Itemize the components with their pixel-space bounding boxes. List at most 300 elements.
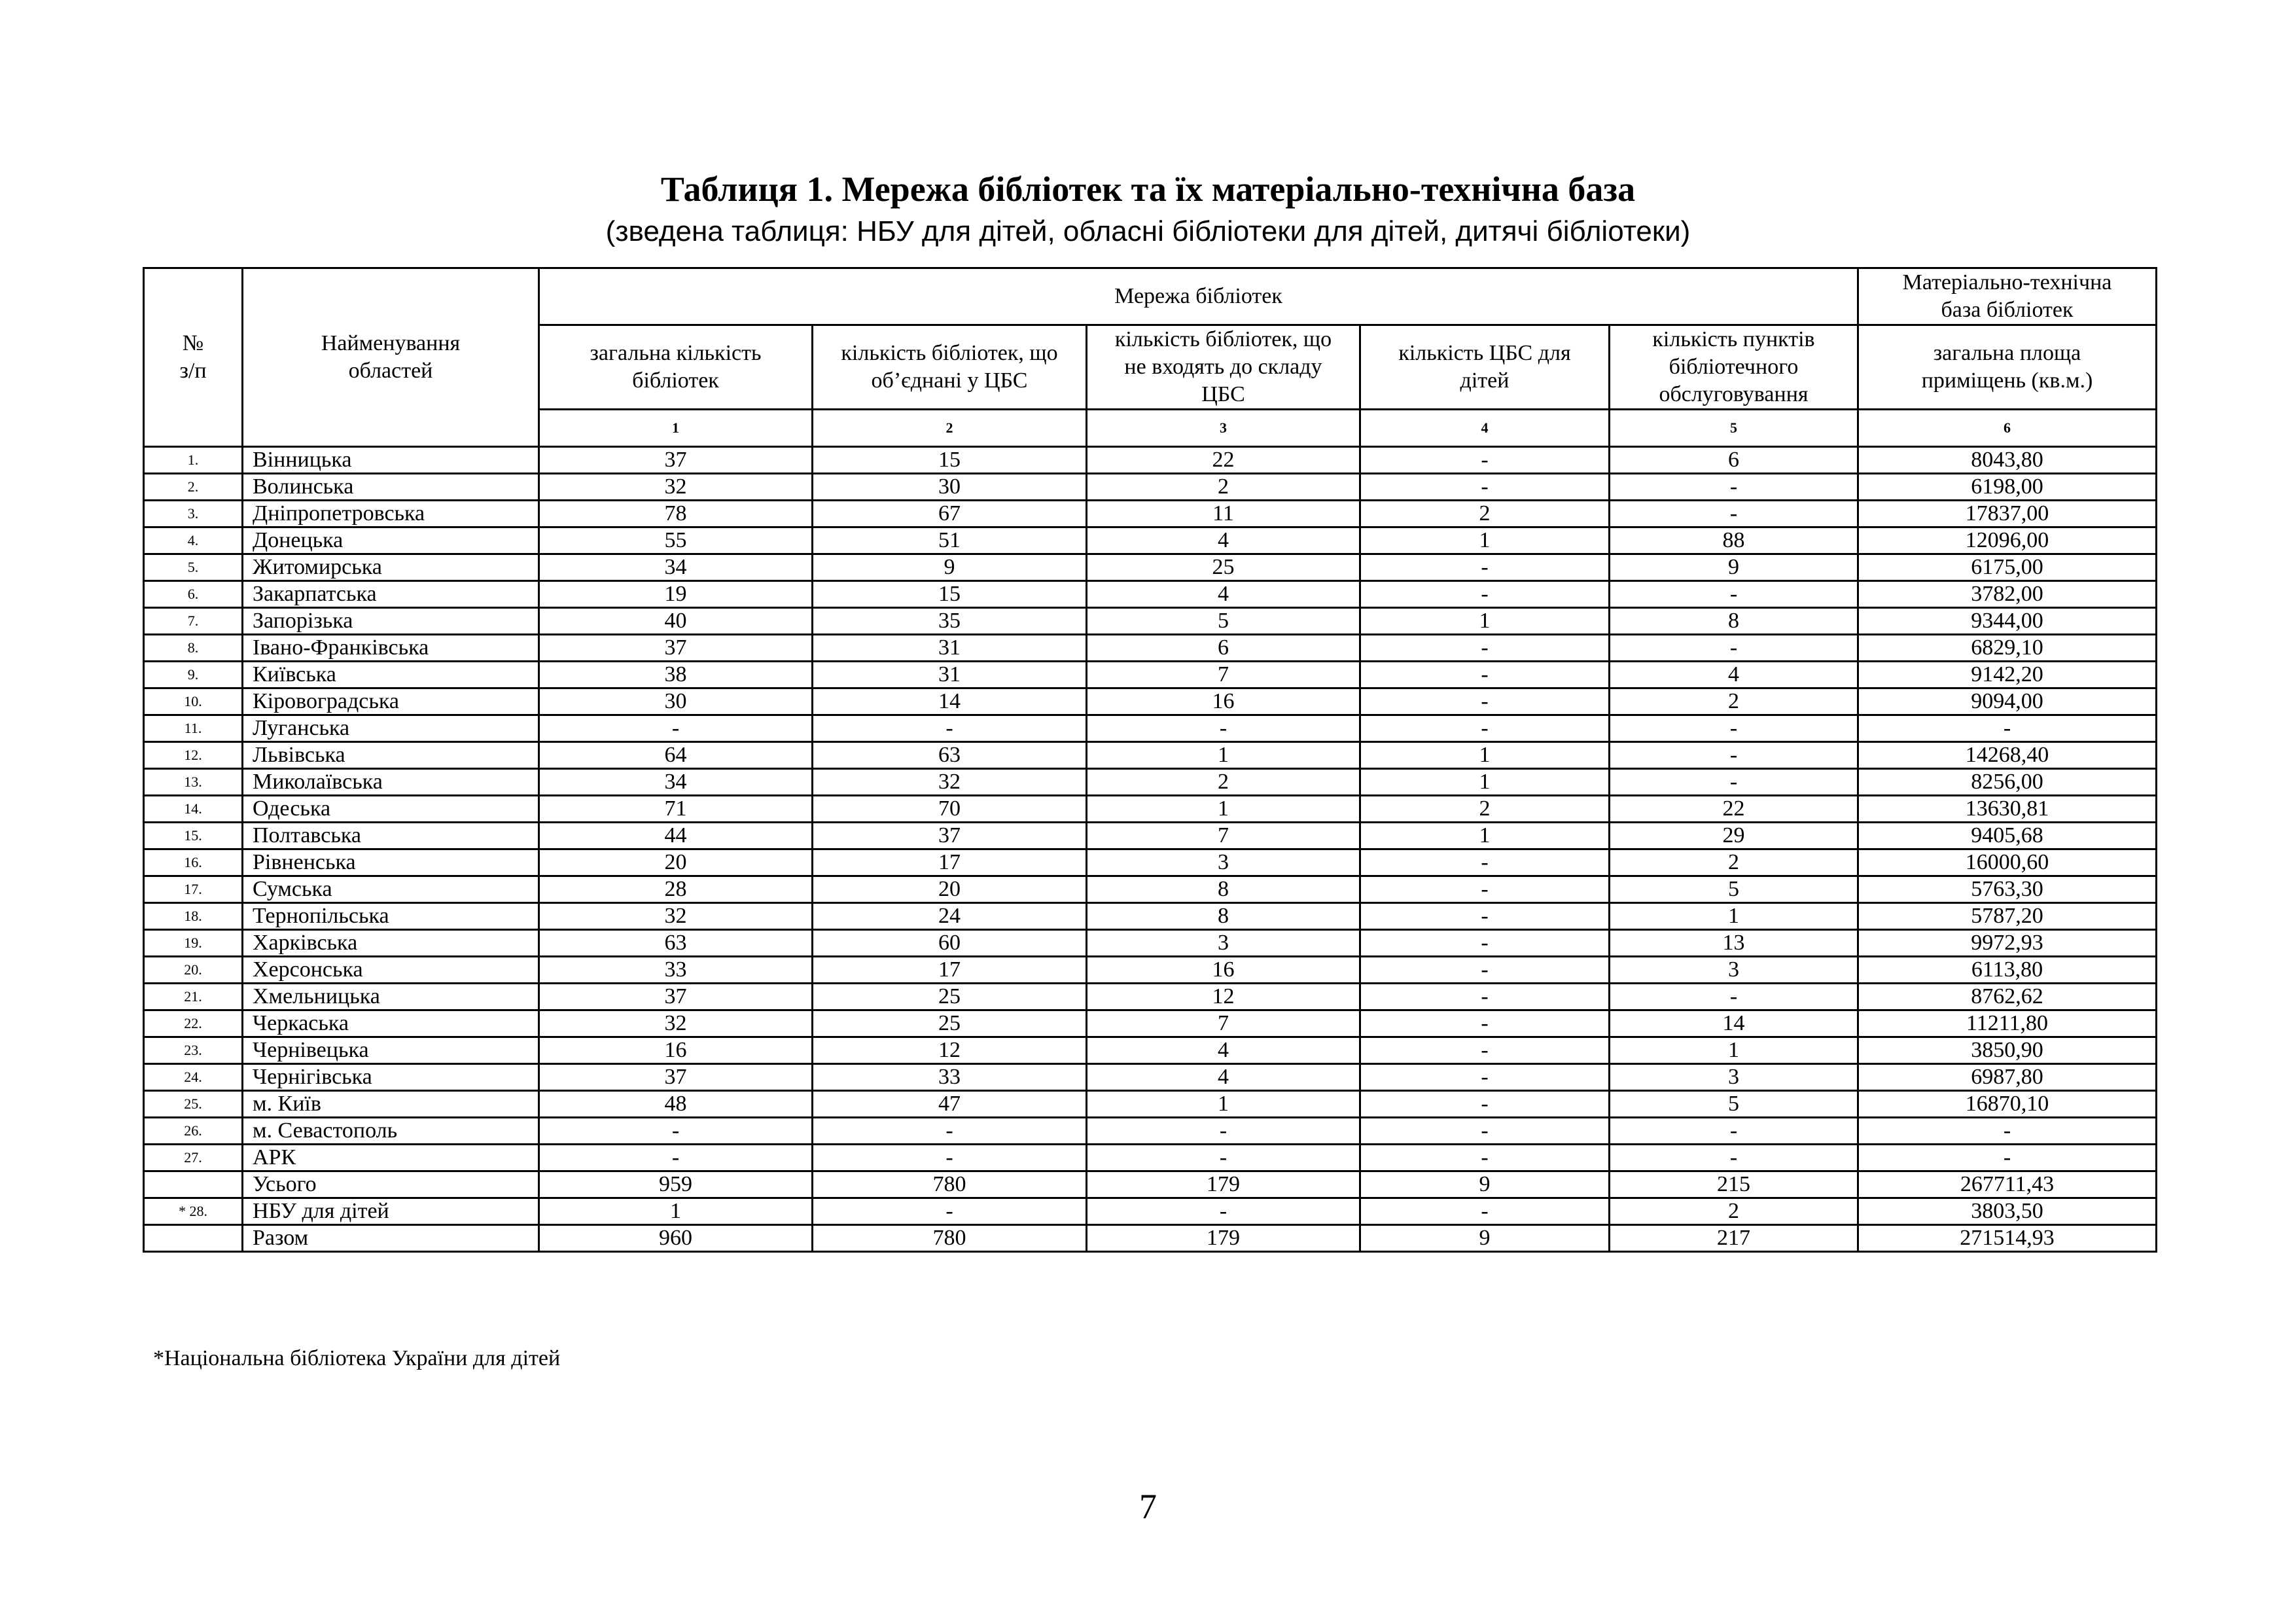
cell-col6: 3850,90 xyxy=(1858,1037,2157,1064)
region-name: АРК xyxy=(243,1145,539,1171)
cell-col6: 9972,93 xyxy=(1858,930,2157,957)
cell-col2: 31 xyxy=(813,635,1087,662)
cell-col5: 1 xyxy=(1610,903,1858,930)
cell-col3: 7 xyxy=(1087,662,1360,688)
row-number: 23. xyxy=(144,1037,243,1064)
table-row xyxy=(144,527,2157,554)
cell-col2: 25 xyxy=(813,1010,1087,1037)
cell-col4: - xyxy=(1360,1064,1610,1091)
cell-col2: - xyxy=(813,1118,1087,1145)
cell-col1: 1 xyxy=(539,1198,813,1225)
cell-col3: 4 xyxy=(1087,527,1360,554)
row-number: 6. xyxy=(144,581,243,608)
cell-col3: 2 xyxy=(1087,769,1360,796)
table-row xyxy=(144,742,2157,769)
cell-col1: 38 xyxy=(539,662,813,688)
column-number: 2 xyxy=(813,410,1087,447)
row-number: 12. xyxy=(144,742,243,769)
table-row xyxy=(144,930,2157,957)
cell-col4: - xyxy=(1360,715,1610,742)
cell-col3: 16 xyxy=(1087,688,1360,715)
cell-col5: - xyxy=(1610,474,1858,501)
cell-col3: 1 xyxy=(1087,796,1360,823)
cell-col4: - xyxy=(1360,474,1610,501)
column-number: 1 xyxy=(539,410,813,447)
cell-col6: 6113,80 xyxy=(1858,957,2157,984)
table-row xyxy=(144,635,2157,662)
table-row xyxy=(144,876,2157,903)
header-col4 xyxy=(1360,325,1610,410)
region-name: НБУ для дітей xyxy=(243,1198,539,1225)
cell-col2: 20 xyxy=(813,876,1087,903)
cell-col3: - xyxy=(1087,1198,1360,1225)
cell-col4: 9 xyxy=(1360,1171,1610,1198)
table-row xyxy=(144,554,2157,581)
table-row xyxy=(144,1145,2157,1171)
footnote: *Національна бібліотека України для дітей xyxy=(153,1346,561,1370)
region-name: Тернопільська xyxy=(243,903,539,930)
cell-col6: 6175,00 xyxy=(1858,554,2157,581)
cell-col4: 1 xyxy=(1360,742,1610,769)
cell-col5: 5 xyxy=(1610,876,1858,903)
cell-col2: 32 xyxy=(813,769,1087,796)
cell-col5: 5 xyxy=(1610,1091,1858,1118)
cell-col1: 30 xyxy=(539,688,813,715)
cell-col2: 9 xyxy=(813,554,1087,581)
cell-col2: 37 xyxy=(813,823,1087,849)
cell-col2: 15 xyxy=(813,447,1087,474)
cell-col3: - xyxy=(1087,1118,1360,1145)
header-region-name-label: Найменування областей xyxy=(321,331,461,383)
row-number: 14. xyxy=(144,796,243,823)
cell-col5: 14 xyxy=(1610,1010,1858,1037)
cell-col1: 40 xyxy=(539,608,813,635)
table-title: Таблиця 1. Мережа бібліотек та їх матеріально-технічна база xyxy=(660,169,1636,209)
cell-col1: 19 xyxy=(539,581,813,608)
table-row xyxy=(144,715,2157,742)
cell-col2: - xyxy=(813,715,1087,742)
cell-col3: 7 xyxy=(1087,1010,1360,1037)
cell-col4: - xyxy=(1360,957,1610,984)
column-number: 5 xyxy=(1610,410,1858,447)
region-name: Чернігівська xyxy=(243,1064,539,1091)
cell-col3: 1 xyxy=(1087,742,1360,769)
cell-col4: 1 xyxy=(1360,769,1610,796)
region-name: Кіровоградська xyxy=(243,688,539,715)
cell-col5: 4 xyxy=(1610,662,1858,688)
row-number: 20. xyxy=(144,957,243,984)
page-number: 7 xyxy=(1139,1487,1157,1526)
row-number: 5. xyxy=(144,554,243,581)
cell-col5: - xyxy=(1610,1118,1858,1145)
cell-col6: 6198,00 xyxy=(1858,474,2157,501)
table-row xyxy=(144,1118,2157,1145)
row-number: 25. xyxy=(144,1091,243,1118)
region-name: Дніпропетровська xyxy=(243,501,539,527)
row-number: 24. xyxy=(144,1064,243,1091)
row-number xyxy=(144,1225,243,1252)
region-name: Хмельницька xyxy=(243,984,539,1010)
cell-col6: 6987,80 xyxy=(1858,1064,2157,1091)
header-network-group: Мережа бібліотек xyxy=(539,268,1858,325)
cell-col3: 2 xyxy=(1087,474,1360,501)
region-name: Житомирська xyxy=(243,554,539,581)
row-number: 4. xyxy=(144,527,243,554)
cell-col4: - xyxy=(1360,581,1610,608)
cell-col5: 6 xyxy=(1610,447,1858,474)
table-subtitle: (зведена таблиця: НБУ для дітей, обласні бібліотеки для дітей, дитячі бібліотеки) xyxy=(605,215,1691,247)
table-row xyxy=(144,849,2157,876)
table-body xyxy=(144,447,2157,1252)
cell-col3: 22 xyxy=(1087,447,1360,474)
region-name: Львівська xyxy=(243,742,539,769)
region-name: Івано-Франківська xyxy=(243,635,539,662)
cell-col2: 31 xyxy=(813,662,1087,688)
cell-col5: - xyxy=(1610,635,1858,662)
cell-col5: - xyxy=(1610,742,1858,769)
cell-col4: - xyxy=(1360,930,1610,957)
cell-col6: 5787,20 xyxy=(1858,903,2157,930)
cell-col3: 4 xyxy=(1087,1037,1360,1064)
region-name: Черкаська xyxy=(243,1010,539,1037)
row-number: 2. xyxy=(144,474,243,501)
cell-col4: - xyxy=(1360,1198,1610,1225)
cell-col2: 12 xyxy=(813,1037,1087,1064)
cell-col2: 17 xyxy=(813,849,1087,876)
cell-col6: 3803,50 xyxy=(1858,1198,2157,1225)
region-name: м. Севастополь xyxy=(243,1118,539,1145)
cell-col6: 17837,00 xyxy=(1858,501,2157,527)
row-number: 7. xyxy=(144,608,243,635)
table-row xyxy=(144,1091,2157,1118)
cell-col3: 12 xyxy=(1087,984,1360,1010)
cell-col6: 271514,93 xyxy=(1858,1225,2157,1252)
cell-col4: - xyxy=(1360,1010,1610,1037)
cell-col4: - xyxy=(1360,662,1610,688)
cell-col5: 29 xyxy=(1610,823,1858,849)
column-number: 3 xyxy=(1087,410,1360,447)
cell-col6: 9094,00 xyxy=(1858,688,2157,715)
cell-col3: 11 xyxy=(1087,501,1360,527)
cell-col5: 215 xyxy=(1610,1171,1858,1198)
column-number: 6 xyxy=(1858,410,2157,447)
cell-col1: 37 xyxy=(539,635,813,662)
cell-col5: 217 xyxy=(1610,1225,1858,1252)
cell-col3: - xyxy=(1087,1145,1360,1171)
cell-col4: - xyxy=(1360,688,1610,715)
cell-col3: 4 xyxy=(1087,581,1360,608)
cell-col1: 34 xyxy=(539,554,813,581)
table-row xyxy=(144,1198,2157,1225)
row-number: 8. xyxy=(144,635,243,662)
cell-col3: 7 xyxy=(1087,823,1360,849)
cell-col4: - xyxy=(1360,635,1610,662)
table-row xyxy=(144,1225,2157,1252)
cell-col2: 67 xyxy=(813,501,1087,527)
cell-col5: - xyxy=(1610,715,1858,742)
header-col5 xyxy=(1610,325,1858,410)
cell-col6: 14268,40 xyxy=(1858,742,2157,769)
cell-col1: - xyxy=(539,1145,813,1171)
cell-col1: 16 xyxy=(539,1037,813,1064)
cell-col5: - xyxy=(1610,769,1858,796)
cell-col3: 5 xyxy=(1087,608,1360,635)
table-row xyxy=(144,447,2157,474)
cell-col4: - xyxy=(1360,554,1610,581)
cell-col1: 63 xyxy=(539,930,813,957)
row-number: 9. xyxy=(144,662,243,688)
cell-col2: 51 xyxy=(813,527,1087,554)
cell-col5: 2 xyxy=(1610,688,1858,715)
cell-col5: 9 xyxy=(1610,554,1858,581)
region-name: Полтавська xyxy=(243,823,539,849)
cell-col6: - xyxy=(1858,1118,2157,1145)
cell-col6: 267711,43 xyxy=(1858,1171,2157,1198)
cell-col3: 179 xyxy=(1087,1171,1360,1198)
cell-col1: 32 xyxy=(539,903,813,930)
cell-col6: - xyxy=(1858,1145,2157,1171)
cell-col3: - xyxy=(1087,715,1360,742)
cell-col5: - xyxy=(1610,1145,1858,1171)
cell-col2: 14 xyxy=(813,688,1087,715)
cell-col5: 8 xyxy=(1610,608,1858,635)
region-name: Вінницька xyxy=(243,447,539,474)
cell-col6: 8256,00 xyxy=(1858,769,2157,796)
cell-col1: 32 xyxy=(539,1010,813,1037)
header-col4-label: кількість ЦБС для дітей xyxy=(1398,341,1571,393)
table-row xyxy=(144,474,2157,501)
region-name: Волинська xyxy=(243,474,539,501)
cell-col1: - xyxy=(539,715,813,742)
region-name: Разом xyxy=(243,1225,539,1252)
region-name: Луганська xyxy=(243,715,539,742)
header-material-group xyxy=(1858,268,2157,325)
header-col5-label: кількість пунктів бібліотечного обслуговування xyxy=(1652,327,1815,406)
table-row xyxy=(144,1171,2157,1198)
cell-col5: 88 xyxy=(1610,527,1858,554)
cell-col4: - xyxy=(1360,903,1610,930)
cell-col1: 32 xyxy=(539,474,813,501)
header-col6-label: загальна площа приміщень (кв.м.) xyxy=(1921,341,2093,393)
cell-col4: - xyxy=(1360,447,1610,474)
table-row xyxy=(144,581,2157,608)
cell-col4: - xyxy=(1360,1091,1610,1118)
cell-col1: 28 xyxy=(539,876,813,903)
cell-col5: 3 xyxy=(1610,957,1858,984)
region-name: Рівненська xyxy=(243,849,539,876)
region-name: Запорізька xyxy=(243,608,539,635)
row-number: 27. xyxy=(144,1145,243,1171)
library-network-table xyxy=(143,267,2157,1253)
cell-col3: 179 xyxy=(1087,1225,1360,1252)
region-name: Одеська xyxy=(243,796,539,823)
table-row xyxy=(144,823,2157,849)
cell-col3: 3 xyxy=(1087,849,1360,876)
cell-col6: 13630,81 xyxy=(1858,796,2157,823)
region-name: Херсонська xyxy=(243,957,539,984)
region-name: Сумська xyxy=(243,876,539,903)
row-number: 19. xyxy=(144,930,243,957)
table-row xyxy=(144,1064,2157,1091)
cell-col3: 6 xyxy=(1087,635,1360,662)
header-material-group-label: Матеріально-технічна база бібліотек xyxy=(1902,270,2112,322)
cell-col2: 30 xyxy=(813,474,1087,501)
cell-col5: 1 xyxy=(1610,1037,1858,1064)
cell-col2: 70 xyxy=(813,796,1087,823)
region-name: Харківська xyxy=(243,930,539,957)
cell-col2: - xyxy=(813,1198,1087,1225)
cell-col2: 35 xyxy=(813,608,1087,635)
cell-col6: 16870,10 xyxy=(1858,1091,2157,1118)
cell-col6: 5763,30 xyxy=(1858,876,2157,903)
row-number: 13. xyxy=(144,769,243,796)
cell-col4: 2 xyxy=(1360,796,1610,823)
cell-col1: 55 xyxy=(539,527,813,554)
cell-col3: 3 xyxy=(1087,930,1360,957)
row-number: 26. xyxy=(144,1118,243,1145)
cell-col2: 780 xyxy=(813,1171,1087,1198)
cell-col1: 37 xyxy=(539,984,813,1010)
cell-col3: 16 xyxy=(1087,957,1360,984)
row-number: 17. xyxy=(144,876,243,903)
region-name: Київська xyxy=(243,662,539,688)
row-number: 1. xyxy=(144,447,243,474)
row-number: * 28. xyxy=(144,1198,243,1225)
header-col1 xyxy=(539,325,813,410)
table-row xyxy=(144,903,2157,930)
cell-col6: - xyxy=(1858,715,2157,742)
cell-col4: 1 xyxy=(1360,823,1610,849)
cell-col2: 47 xyxy=(813,1091,1087,1118)
cell-col5: - xyxy=(1610,581,1858,608)
cell-col1: 34 xyxy=(539,769,813,796)
cell-col4: - xyxy=(1360,1145,1610,1171)
cell-col3: 8 xyxy=(1087,876,1360,903)
cell-col5: 3 xyxy=(1610,1064,1858,1091)
cell-col4: - xyxy=(1360,984,1610,1010)
region-name: м. Київ xyxy=(243,1091,539,1118)
region-name: Донецька xyxy=(243,527,539,554)
cell-col6: 12096,00 xyxy=(1858,527,2157,554)
cell-col3: 25 xyxy=(1087,554,1360,581)
cell-col1: - xyxy=(539,1118,813,1145)
region-name: Закарпатська xyxy=(243,581,539,608)
cell-col4: - xyxy=(1360,1118,1610,1145)
cell-col1: 37 xyxy=(539,447,813,474)
table-row xyxy=(144,957,2157,984)
cell-col5: 22 xyxy=(1610,796,1858,823)
cell-col1: 37 xyxy=(539,1064,813,1091)
region-name: Чернівецька xyxy=(243,1037,539,1064)
cell-col4: - xyxy=(1360,1037,1610,1064)
column-number: 4 xyxy=(1360,410,1610,447)
cell-col6: 8043,80 xyxy=(1858,447,2157,474)
header-col3-label: кількість бібліотек, що не входять до складу ЦБС xyxy=(1114,327,1332,406)
cell-col1: 20 xyxy=(539,849,813,876)
table-row xyxy=(144,688,2157,715)
row-number xyxy=(144,1171,243,1198)
cell-col5: 2 xyxy=(1610,1198,1858,1225)
cell-col5: 2 xyxy=(1610,849,1858,876)
row-number: 10. xyxy=(144,688,243,715)
header-num xyxy=(144,268,243,447)
cell-col2: - xyxy=(813,1145,1087,1171)
region-name: Миколаївська xyxy=(243,769,539,796)
row-number: 22. xyxy=(144,1010,243,1037)
region-name: Усього xyxy=(243,1171,539,1198)
cell-col6: 6829,10 xyxy=(1858,635,2157,662)
table-row xyxy=(144,796,2157,823)
header-col1-label: загальна кількість бібліотек xyxy=(590,341,762,393)
cell-col2: 780 xyxy=(813,1225,1087,1252)
header-col2-label: кількість бібліотек, що об’єднані у ЦБС xyxy=(841,341,1058,393)
cell-col1: 64 xyxy=(539,742,813,769)
cell-col4: 1 xyxy=(1360,527,1610,554)
cell-col6: 8762,62 xyxy=(1858,984,2157,1010)
cell-col3: 8 xyxy=(1087,903,1360,930)
header-region-name xyxy=(243,268,539,447)
cell-col1: 33 xyxy=(539,957,813,984)
row-number: 16. xyxy=(144,849,243,876)
table-row xyxy=(144,662,2157,688)
row-number: 3. xyxy=(144,501,243,527)
cell-col5: - xyxy=(1610,984,1858,1010)
cell-col6: 3782,00 xyxy=(1858,581,2157,608)
cell-col1: 959 xyxy=(539,1171,813,1198)
header-num-label: № з/п xyxy=(179,331,207,383)
cell-col6: 9344,00 xyxy=(1858,608,2157,635)
cell-col6: 11211,80 xyxy=(1858,1010,2157,1037)
header-col6 xyxy=(1858,325,2157,410)
cell-col5: 13 xyxy=(1610,930,1858,957)
cell-col4: 1 xyxy=(1360,608,1610,635)
table-row xyxy=(144,501,2157,527)
cell-col4: - xyxy=(1360,849,1610,876)
cell-col2: 63 xyxy=(813,742,1087,769)
row-number: 21. xyxy=(144,984,243,1010)
table-row xyxy=(144,1010,2157,1037)
cell-col6: 16000,60 xyxy=(1858,849,2157,876)
cell-col1: 960 xyxy=(539,1225,813,1252)
cell-col4: 2 xyxy=(1360,501,1610,527)
cell-col2: 24 xyxy=(813,903,1087,930)
header-col3 xyxy=(1087,325,1360,410)
table-row xyxy=(144,769,2157,796)
cell-col5: - xyxy=(1610,501,1858,527)
row-number: 15. xyxy=(144,823,243,849)
cell-col3: 1 xyxy=(1087,1091,1360,1118)
cell-col6: 9405,68 xyxy=(1858,823,2157,849)
cell-col3: 4 xyxy=(1087,1064,1360,1091)
row-number: 11. xyxy=(144,715,243,742)
cell-col1: 44 xyxy=(539,823,813,849)
cell-col1: 48 xyxy=(539,1091,813,1118)
table-row xyxy=(144,984,2157,1010)
table-row xyxy=(144,1037,2157,1064)
cell-col2: 25 xyxy=(813,984,1087,1010)
cell-col1: 71 xyxy=(539,796,813,823)
table-row xyxy=(144,608,2157,635)
cell-col4: 9 xyxy=(1360,1225,1610,1252)
cell-col2: 17 xyxy=(813,957,1087,984)
header-col2 xyxy=(813,325,1087,410)
cell-col2: 15 xyxy=(813,581,1087,608)
cell-col2: 33 xyxy=(813,1064,1087,1091)
cell-col1: 78 xyxy=(539,501,813,527)
cell-col4: - xyxy=(1360,876,1610,903)
cell-col2: 60 xyxy=(813,930,1087,957)
cell-col6: 9142,20 xyxy=(1858,662,2157,688)
